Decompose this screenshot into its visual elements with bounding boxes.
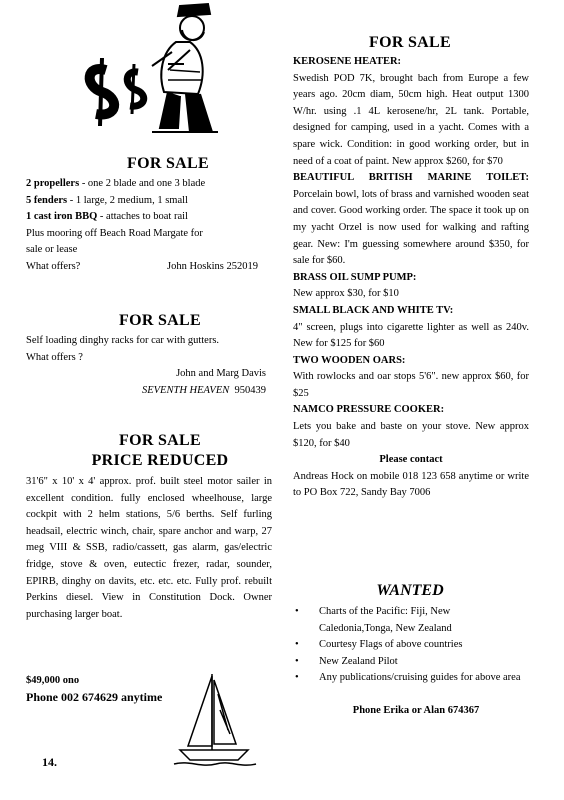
ad3-body: 31'6" x 10' x 4' approx. prof. built steel motor sailer in excellent condition. fully enclosed wheelhouse, large cockpit with 2 helm stations, 5/6 berths. Self furling headsail, electric winch, chair, spare anchor and warp, 27 meg VIII & SSB, radio/cassett, gas alarm, gas/electric fridge, stove & oven, eutectic frezer, radar, sounder, EPIRB, dinghy on davits, etc. etc. etc. Fully prof. rebuilt Perkins diesel. View in Constitution Dock. Owner purchasing larger boat. bbox=[26, 476, 272, 620]
ad1-contact: John Hoskins 252019 bbox=[166, 260, 258, 272]
ad1-line4: Plus mooring off Beach Road Margate for bbox=[26, 227, 203, 239]
contact-title: Please contact bbox=[379, 454, 443, 466]
pump-title: BRASS OIL SUMP PUMP: bbox=[293, 271, 417, 283]
right-heading: FOR SALE bbox=[369, 34, 451, 51]
ad1-line2-rest: - 1 large, 2 medium, 1 small bbox=[67, 194, 188, 206]
ad1-line3-rest: - attaches to boat rail bbox=[97, 211, 188, 223]
wanted-list bbox=[293, 604, 523, 687]
wanted-item-text: Courtesy Flags of above countries bbox=[319, 639, 463, 651]
ad1-line1-rest: - one 2 blade and one 3 blade bbox=[79, 178, 206, 189]
ad1-line5: sale or lease bbox=[26, 244, 78, 256]
bullet-icon: • bbox=[295, 655, 299, 667]
toilet-body: Porcelain bowl, lots of brass and varnished wooden seat and cover. Good working order. The space it took up on my yacht Orzel is now used for walking and rafting gear. New: I'm guessing somewhere around $350, for sale for $60. bbox=[293, 188, 529, 267]
oars-body: With rowlocks and oar stops 5'6". new approx $60, for $25 bbox=[293, 371, 529, 399]
right-column-text bbox=[293, 54, 529, 502]
wanted-item-text: Any publications/cruising guides for above area bbox=[319, 672, 521, 684]
ad2-heading: FOR SALE bbox=[119, 312, 201, 329]
cooker-body: Lets you bake and baste on your stove. New approx $120, for $40 bbox=[293, 421, 529, 449]
ad1-what-offers: What offers? bbox=[26, 260, 81, 272]
toilet-title: BEAUTIFUL BRITISH MARINE TOILET: bbox=[293, 172, 529, 184]
heater-body: Swedish POD 7K, brought bach from Europe a few years ago. 20cm diam, 50cm high. Heat output 1300 W/hr. using .1 4L kerosene/hr, 2L tank. Portable, designed for camping, used in a yacht. Comes with a spare wick. Condition: in good working order, but in need of a coat of paint. New approx $260, for $70 bbox=[293, 72, 529, 167]
pump-body: New approx $30, for $10 bbox=[293, 288, 399, 300]
wanted-heading: WANTED bbox=[376, 582, 444, 599]
wanted-item-text: New Zealand Pilot bbox=[319, 655, 398, 667]
oars-title: TWO WOODEN OARS: bbox=[293, 354, 406, 366]
ad3-phone: Phone 002 674629 anytime bbox=[26, 690, 163, 704]
wanted-item bbox=[293, 670, 523, 687]
ad1-heading: FOR SALE bbox=[127, 155, 209, 172]
bullet-icon: • bbox=[295, 606, 299, 617]
ad2-line2: What offers ? bbox=[26, 351, 83, 363]
wanted-item bbox=[293, 654, 523, 671]
wanted-item-text: Charts of the Pacific: Fiji, New Caledonia,Tonga, New Zealand bbox=[319, 606, 452, 634]
bullet-icon: • bbox=[295, 672, 299, 684]
cooker-title: NAMCO PRESSURE COOKER: bbox=[293, 404, 445, 416]
ad2-contact-names: John and Marg Davis bbox=[176, 368, 266, 380]
tv-body: 4" screen, plugs into cigarette lighter as well as 240v. New for $125 for $60 bbox=[293, 321, 529, 350]
ad3-price: $49,000 ono bbox=[26, 675, 80, 686]
bullet-icon: • bbox=[295, 639, 299, 651]
ad2-body bbox=[26, 333, 276, 399]
ad3-heading2: PRICE REDUCED bbox=[91, 452, 229, 469]
wanted-item bbox=[293, 604, 523, 637]
sailboat-illustration bbox=[170, 670, 260, 770]
tv-title: SMALL BLACK AND WHITE TV: bbox=[293, 304, 454, 316]
ad2-boat-name: SEVENTH HEAVEN bbox=[141, 384, 230, 396]
ad2-line1: Self loading dinghy racks for car with gutters. bbox=[26, 335, 220, 346]
ad2-phone: 950439 bbox=[234, 384, 266, 396]
wanted-item bbox=[293, 637, 523, 654]
contact-body: Andreas Hock on mobile 018 123 658 anytime or write to PO Box 722, Sandy Bay 7006 bbox=[293, 470, 529, 499]
ad1-body bbox=[26, 176, 276, 276]
wanted-phone: Phone Erika or Alan 674367 bbox=[352, 705, 480, 716]
heater-title: KEROSENE HEATER: bbox=[293, 56, 402, 67]
ad1-line2-bold: 5 fenders bbox=[26, 194, 68, 206]
ad1-line1-bold: 2 propellers bbox=[26, 178, 80, 189]
sailor-cartoon-illustration bbox=[72, 0, 222, 142]
ad3-heading1: FOR SALE bbox=[119, 432, 201, 449]
ad1-line3-bold: 1 cast iron BBQ bbox=[26, 211, 98, 223]
page-number: 14. bbox=[42, 755, 57, 769]
